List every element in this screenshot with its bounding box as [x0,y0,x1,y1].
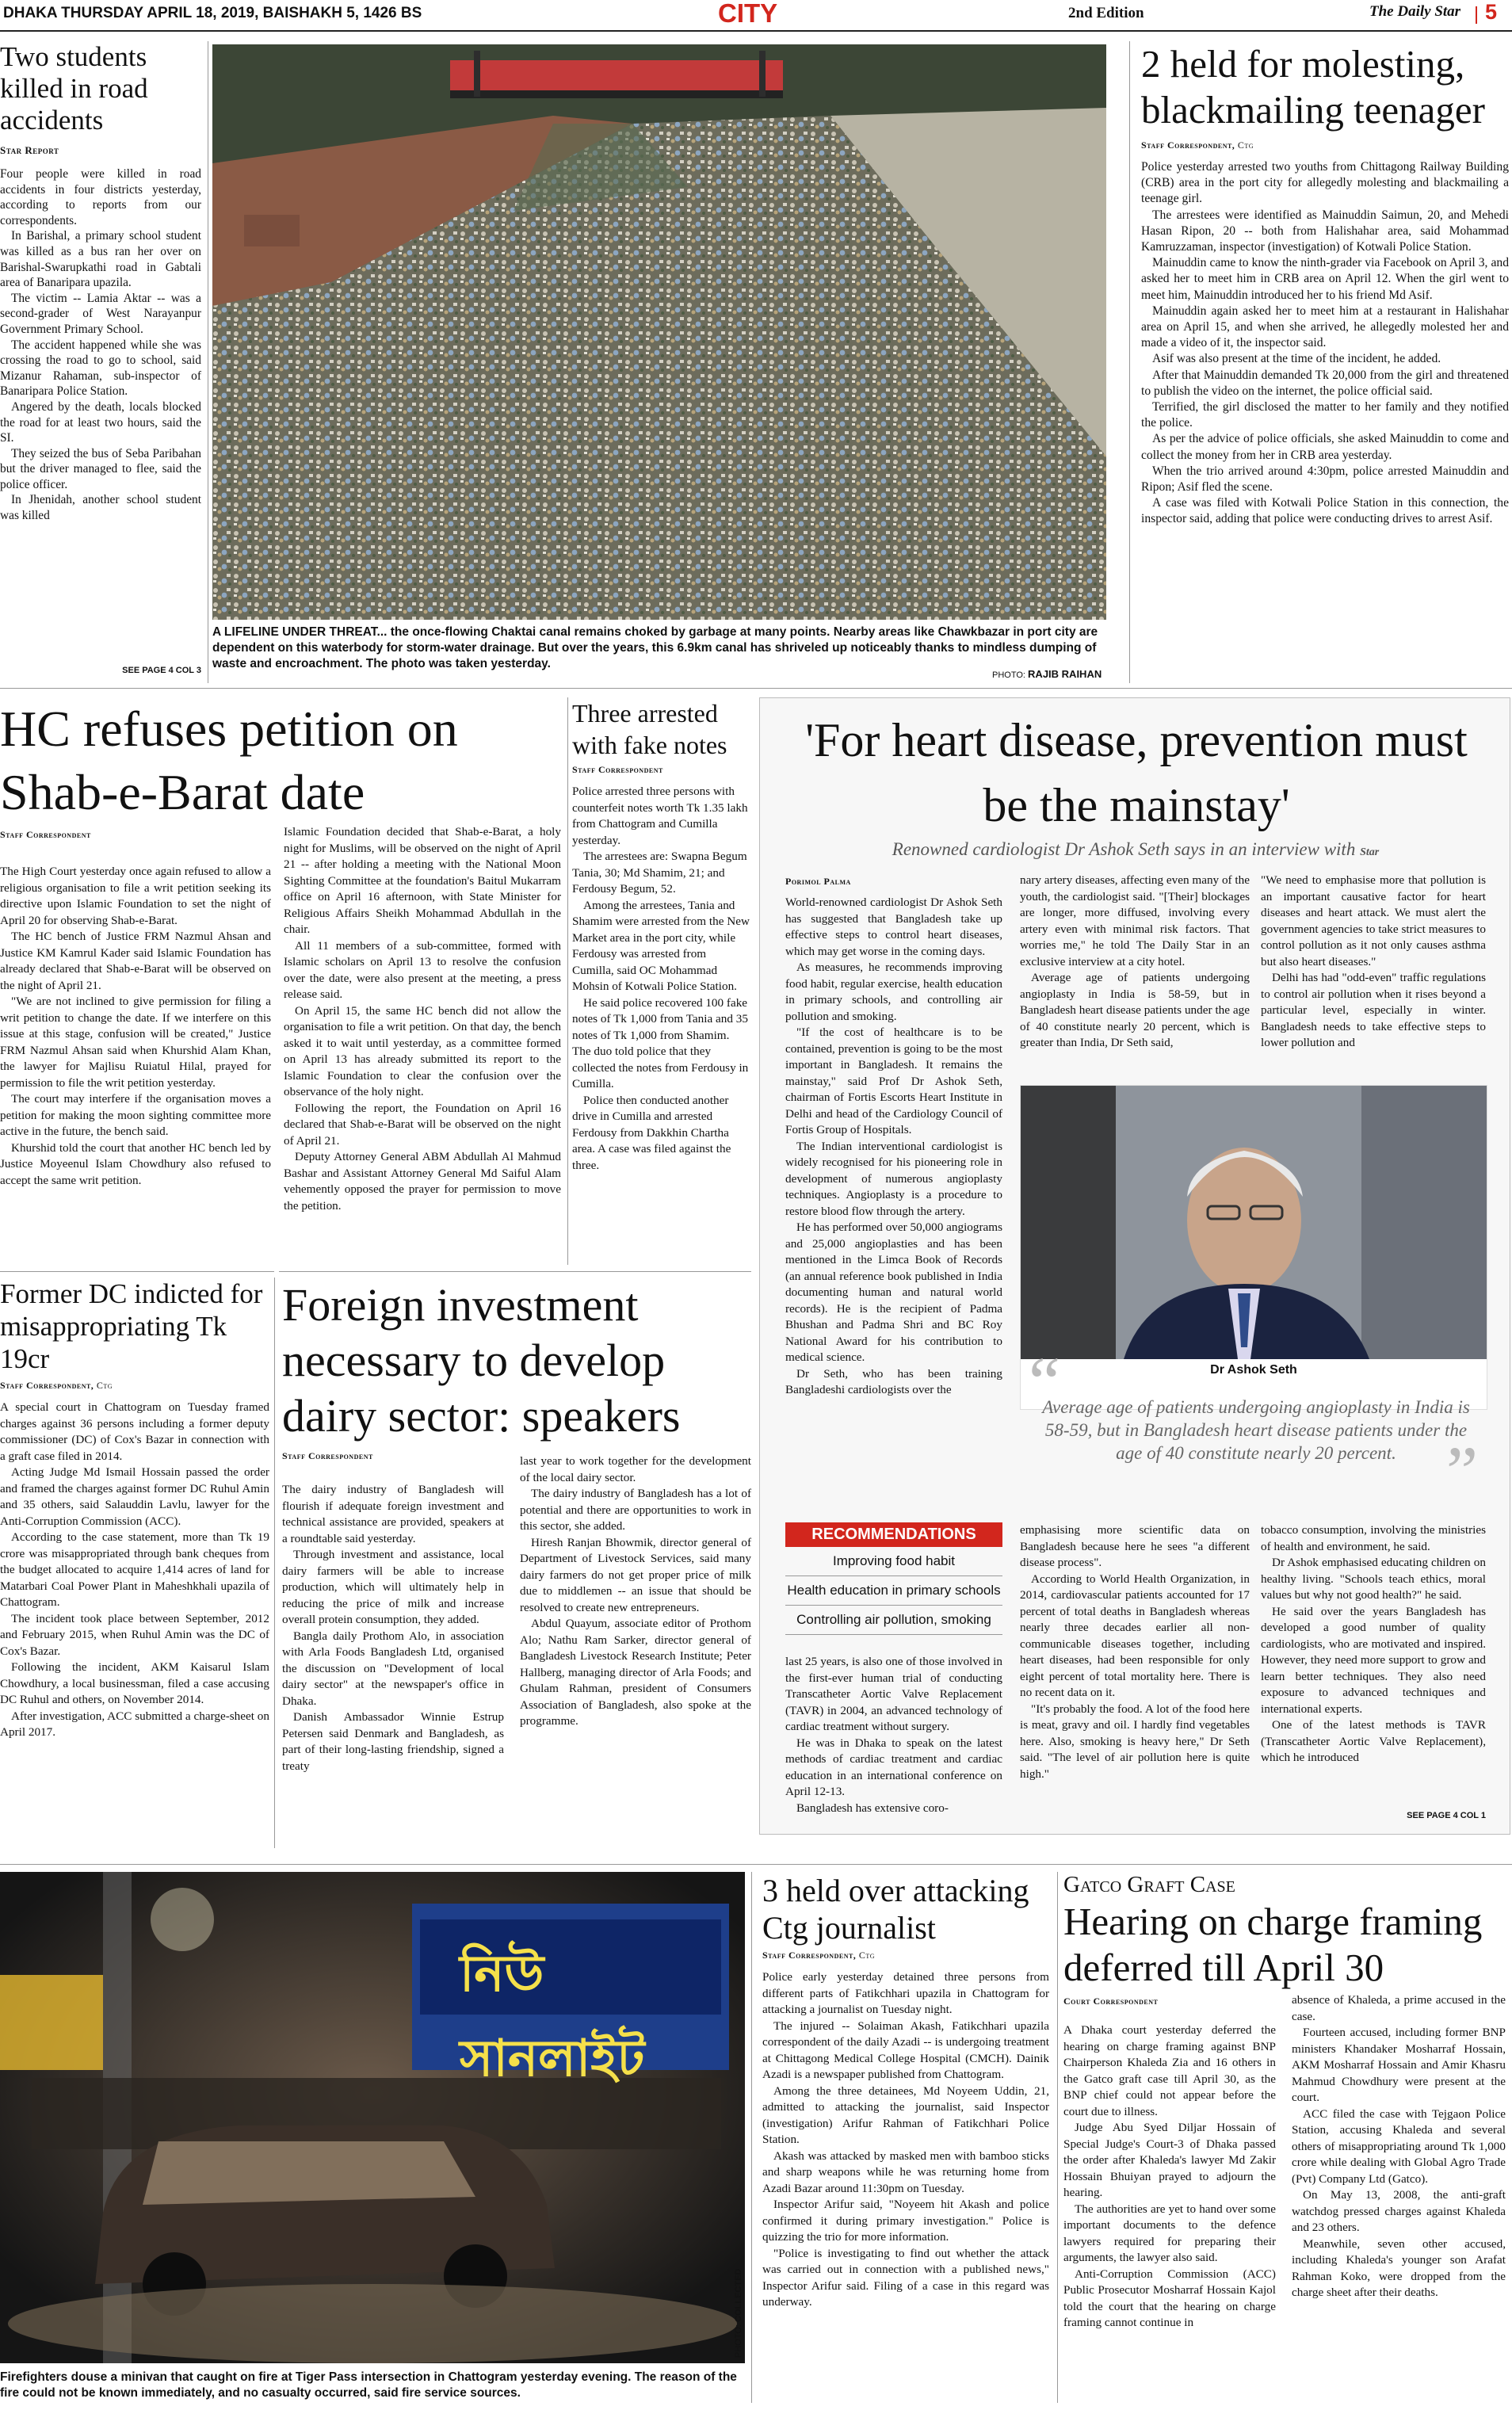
paragraph: He has performed over 50,000 angiograms and 25,000 angioplasties and has been mentioned in the Limca Book of Records (an annual reference book published in India documenting human and natural world records). He is the recipient of Padma Bhushan and Padma Shri and BC Roy National Award for his contribution to medical science. [785,1220,1002,1364]
byline-place: Ctg [858,1950,875,1961]
paragraph: In Jhenidah, another school student was killed [0,493,201,523]
paragraph: Fourteen accused, including former BNP ministers Khandaker Mosharraf Hossain, AKM Mosharraf Hossain and Amir Khasru Mahmud Chowdhury were present at the court. [1292,2026,1506,2104]
dateline: DHAKA THURSDAY APRIL 18, 2019, BAISHAKH 5, 1426 BS [3,5,422,21]
shop-sign-bangla: নিউ সানলাইট [460,1945,645,2088]
paragraph: ACC filed the case with Tejgaon Police Station, accusing Khaleda and several others of misappropriating around Tk 1,000 crore while dealing with Global Agro Trade (Pvt) Company Ltd (Gatco). [1292,2106,1506,2186]
recommendations-list [785,1547,1002,1635]
paragraph: Mainuddin again asked her to meet him at a restaurant in Halishahar area on April 15, and when she arrived, he allegedly molested her and made a video of it, the inspector said. [1141,304,1509,350]
paragraph: They seized the bus of Seba Paribahan but the driver managed to flee, said the police officer. [0,446,201,491]
paragraph: "If the cost of healthcare is to be contained, prevention is going to be the most important in Bangladesh. It remains the mainstay," said Prof Dr Ashok Seth, chairman of Fortis Escorts Heart Institute in Delhi and head of the Cardiology Council of Fortis Group of Hospitals. [785,1025,1002,1136]
paragraph: He said over the years Bangladesh has developed a good number of quality cardiologists, who are motivated and inspired. However, they need more support to grow and learn better techniques. They also need exposure to advanced techniques and international experts. [1261,1604,1486,1716]
paragraph: Khurshid told the court that another HC bench led by Justice Moyeenul Islam Chowdhury also refused to accept the same writ petition. [0,1140,271,1187]
recommendation-item: Health education in primary schools [785,1576,1002,1606]
paragraph: The arrestees were identified as Mainuddin Saimun, 20, and Mehedi Hasan Ripon, 20 -- both from Halishahar area, said Mohammad Kamruzzaman, inspector (investigation) of Kotwali Police Station. [1141,208,1509,254]
paragraph: Abdul Quayum, associate editor of Prothom Alo; Nathu Ram Sarker, director general of Bangladesh Livestock Research Institute; Peter Hallberg, managing director of Arla Foods; and Ghulam Rahman, president of Consumers Association of Bangladesh, also spoke at the programme. [520,1617,751,1728]
paragraph: Bangla daily Prothom Alo, in association with Arla Foods Bangladesh Ltd, organised the discussion on "Development of local dairy sector" at the newspaper's office in Dhaka. [282,1629,504,1708]
headline: Three arrested with fake notes [572,699,727,759]
paragraph: The arrestees are: Swapna Begum Tania, 30; Md Shamim, 21; and Ferdousy Begum, 52. [572,850,747,896]
paragraph: In Barishal, a primary school student was killed as a bus ran her over on Barishal-Swarupkathi road in Gabtali area of Banaripara upazila. [0,229,201,290]
article-shab-e-barat [0,697,561,1213]
paragraph: The incident took place between September, 2012 and February 2015, when Ruhul Amin was the DC of Cox's Bazar. [0,1611,269,1658]
subheadline-text: Renowned cardiologist Dr Ashok Seth says in an interview with [892,839,1356,859]
paragraph: Following the report, the Foundation on April 16 declared that Shab-e-Barat will be observed on the night of April 21. [284,1101,561,1148]
byline: Staff Correspondent [0,829,91,840]
canal-garbage-photo [212,44,1106,620]
recommendations-title: RECOMMENDATIONS [785,1522,1002,1547]
article-body [1141,159,1509,528]
paragraph: World-renowned cardiologist Dr Ashok Seth has suggested that Bangladesh take up effective steps to control heart diseases, which may get worse in the coming days. [785,896,1002,958]
paragraph: Hiresh Ranjan Bhowmik, director general of Department of Livestock Services, said many dairy farmers do not get proper price of milk due to middlemen -- an issue that should be resolved to create new entrepreneurs. [520,1535,751,1614]
photo-credit [992,668,1102,680]
paragraph: When the trio arrived around 4:30pm, police arrested Mainuddin and Ripon; Asif fled the scene. [1141,464,1509,495]
row-rule [0,1271,274,1272]
paragraph: Inspector Arifur said, "Noyeem hit Akash and police confirmed it during primary investigation." Police is quizzing the trio for more information. [762,2198,1049,2244]
star-logo: Star [1360,846,1380,858]
photo-credit [734,2269,743,2358]
open-quote-icon: “ [1029,1343,1060,1422]
paragraph: "We are not inclined to give permission for filing a writ petition to change the date. If we interfere on this issue at this stage, confusion will be created," Justice FRM Nazmul Ahsan said when Khurshid Alam Khan, the lawyer for Majlisu Ruiatul Hilal, prayed for permission to file the writ petition yesterday. [0,995,271,1090]
page-header [0,0,1512,32]
paragraph: After investigation, ACC submitted a charge-sheet on April 2017. [0,1709,269,1739]
article-body [572,784,750,1174]
paragraph: "It's probably the food. A lot of the food here is meat, gravy and oil. I hardly find vegetables here. Also, smoking is heavy here," Dr Seth said. "The level of air pollution here is quite high." [1020,1702,1250,1781]
photo-caption: Firefighters douse a minivan that caught on fire at Tiger Pass intersection in Chattogram yesterday evening. The reason of the fire could not be known immediately, and no casualty occurred, said fire service sources. [0,2370,737,2400]
paragraph: All 11 members of a sub-committee, formed with Islamic scholars on April 13 to resolve the confusion over the date, were also present at the meeting, a press release said. [284,938,561,1001]
byline [1141,139,1509,151]
paragraph: Deputy Attorney General ABM Abdullah Al Mahmud Bashar and Assistant Attorney General Md Saiful Alam vehemently opposed the prayer for permission to move the petition. [284,1150,561,1213]
paragraph: As measures, he recommends improving food habit, regular exercise, health education in primary schools, and controlling air pollution and smoking. [785,961,1002,1023]
paragraph: The accident happened while she was crossing the road to go to school, said Mizanur Rahaman, sub-inspector of Banaripara Police Station. [0,338,201,399]
byline: Staff Correspondent [282,1450,373,1461]
paragraph: Police yesterday arrested two youths from Chittagong Railway Building (CRB) area in the port city for allegedly molesting and blackmailing a teenage girl. [1141,160,1509,206]
caption-lead: A LIFELINE UNDER THREAT... [212,625,388,639]
continued-jump[interactable]: SEE PAGE 4 COL 1 [1407,1811,1486,1820]
close-quote-icon: ” [1446,1433,1478,1511]
paragraph: Police early yesterday detained three persons from different parts of Fatikchhari upazila in Chattogram for attacking a journalist on Tuesday night. [762,1970,1049,2016]
article-body-col1 [0,864,271,1189]
paragraph: The victim -- Lamia Aktar -- was a second-grader of West Narayanpur Government Primary School. [0,291,201,336]
article-heart-disease [759,697,1510,1835]
photo-minivan-fire [0,1872,745,2363]
article-body [762,1969,1049,2311]
masthead-logo: The Daily Star [1369,3,1461,20]
headline: 2 held for molesting, blackmailing teenager [1141,42,1485,132]
paragraph: Akash was attacked by masked men with bamboo sticks and sharp weapons while he was returning home from Azadi Bazar around 11:30pm on Tuesday. [762,2148,1049,2195]
recommendation-item: Improving food habit [785,1547,1002,1576]
header-rule [0,30,1512,32]
portrait-photo [1020,1085,1487,1422]
headline: Former DC indicted for misappropriating Tk 19cr [0,1278,263,1374]
paragraph: Through investment and assistance, local dairy farmers will be able to increase production, which will ultimately help in reducing the price of milk and increase overall protein consumption, they added. [282,1548,504,1626]
article-body-col2 [1292,1992,1506,2301]
paragraph: Police arrested three persons with counterfeit notes worth Tk 1.35 lakh from Chattogram and Cumilla yesterday. [572,785,748,847]
photo-chaktai-canal [212,44,1106,620]
pull-quote-text: Average age of patients undergoing angioplasty in India is 58-59, but in Bangladesh heart disease patients under the age of 40 constitute nearly 20 percent. [1042,1397,1470,1463]
paragraph: Police then conducted another drive in Cumilla and arrested Ferdousy from Dakkhin Chartha area. A case was filed against the three. [572,1093,731,1172]
paragraph: On April 15, the same HC bench did not allow the organisation to file a writ petition. On that day, the bench asked it to wait until yesterday, as a committee formed on April 13 has already submitted its report to the Islamic Foundation to clear the confusion over the observance of the holy night. [284,1003,561,1098]
article-former-dc [0,1278,269,1741]
article-dairy [282,1278,751,1773]
paragraph: The court may interfere if the organisation moves a petition for making the moon sighting committee more active in the future, the bench said. [0,1092,271,1138]
byline: Court Correspondent [1063,1996,1159,2007]
byline-place: Ctg [96,1380,113,1391]
paragraph: A Dhaka court yesterday deferred the hearing on charge framing against BNP Chairperson Khaleda Zia and 16 others in the Gatco graft case till April 30, as the BNP chief could not appear before the court due to illness. [1063,2023,1276,2118]
photo-caption [212,624,1106,672]
column-rule [567,697,568,1265]
article-body [0,1400,269,1741]
paragraph: Dr Ashok emphasised educating children on healthy living. "Schools teach ethics, moral values but why not good health?" he said. [1261,1556,1486,1602]
paragraph: Bangladesh has extensive coro- [796,1801,949,1815]
byline: Star Report [0,144,59,156]
paragraph: Anti-Corruption Commission (ACC) Public Prosecutor Mosharraf Hossain Kajol told the court that the hearing on charge framing cannot continue in [1063,2267,1276,2329]
paragraph: Islamic Foundation decided that Shab-e-Barat, a holy night for Muslims, will be observed on the night of April 21 -- after holding a meeting with the National Moon Sighting Committee at the foundation's Baitul Mukarram office on April 16 afternoon, with State Minister for Religious Affairs Sheikh Mohammad Abdullah in the chair. [284,825,561,936]
paragraph: "We need to emphasise more that pollution is an important causative factor for heart diseases and heart attack. We must alert the government agencies to take strict measures to control pollution as it not only causes asthma but also heart diseases." [1261,873,1486,968]
row-rule [279,1271,751,1272]
byline: Staff Correspondent [572,764,663,775]
section-label: CITY [718,0,778,28]
ashok-seth-portrait [1021,1086,1487,1359]
paragraph: He said police recovered 100 fake notes of Tk 1,000 from Tania and 35 notes of Tk 1,000 from Shamim. The duo told police that they collected the notes from Ferdousy in Cumilla. [572,995,749,1090]
paragraph: According to the case statement, more than Tk 19 crore was misappropriated through bank cheques from the budget allocated to acquire 1,414 acres of land for Matarbari Coal Power Plant in Maheshkhali upazila of Chattogram. [0,1530,269,1609]
row-rule [0,1864,1512,1865]
paragraph: Terrified, the girl disclosed the matter to her family and they notified the police. [1141,400,1509,430]
headline: 'For heart disease, prevention must be the mainstay' [805,714,1468,831]
paragraph: The dairy industry of Bangladesh has a lot of potential and there are opportunities to work in this sector, she added. [520,1487,751,1533]
paragraph: A case was filed with Kotwali Police Station in this connection, the inspector said, adding that police were conducting drives to arrest Asif. [1141,496,1509,526]
kicker: Gatco Graft Case [1063,1872,1235,1897]
recommendations-box [785,1522,1002,1635]
paragraph: One of the latest methods is TAVR (Transcatheter Aortic Valve Replacement), which he introduced [1261,1718,1486,1764]
paragraph: The Indian interventional cardiologist is widely recognised for his pioneering role in development of numerous angioplasty techniques. Angioplasty is a procedure to restore blood flow through the artery. [785,1139,1002,1218]
paragraph: Among the three detainees, Md Noyeem Uddin, 21, admitted to attacking the journalist, said Inspector (investigation) Arifur Rahman of Fatikchhari Police Station. [762,2083,1049,2146]
paragraph: He was in Dhaka to speak on the latest methods of cardiac treatment and cardiac education in an international conference on April 12-13. [785,1736,1002,1798]
article-road-accidents [0,41,201,675]
byline-name: Staff Correspondent, [1141,139,1235,151]
article-body [0,166,201,664]
paragraph: Among the arrestees, Tania and Shamim were arrested from the New Market area in the port city, while Ferdousy was arrested from Cumilla, said OC Mohammad Mohsin of Kotwali Police Station. [572,898,750,993]
credit-name: RAJIB RAIHAN [1028,668,1102,680]
paragraph: Danish Ambassador Winnie Estrup Petersen said Denmark and Bangladesh, as part of their long-lasting friendship, signed a treaty [282,1710,504,1773]
article-ctg-journalist [762,1872,1049,2311]
paragraph: According to World Health Organization, in 2014, cardiovascular patients accounted for 17 percent of total deaths in Bangladesh whereas nearly three decades earlier all non-communicable diseases together, including heart diseases, had been responsible for only eight percent of total mortality here. There is no recent data on it. [1020,1572,1250,1699]
paragraph: Delhi has had "odd-even" traffic regulations to control air pollution when it rises beyond a particular level, especially in winter. Bangladesh needs to take effective steps to lower pollution and [1261,971,1486,1049]
article-body-col3-bottom [1261,1522,1486,1766]
paragraph: The dairy industry of Bangladesh will flourish if adequate foreign investment and technical assistance are provided, speakers at a roundtable said yesterday. [282,1483,504,1545]
paragraph: As per the advice of police officials, she asked Mainuddin to come and collect the money from her in CRB area yesterday. [1141,432,1509,462]
paragraph: Average age of patients undergoing angioplasty in India is 58-59, but in Bangladesh heart disease patients under the age of 40 constitute nearly 20 percent, which is greater than India, Dr Seth said, [1020,971,1250,1049]
paragraph: The HC bench of Justice FRM Nazmul Ahsan and Justice KM Kamrul Kader said Islamic Foundation has already declared that Shab-e-Barat will be observed on the night of April 21. [0,930,271,992]
paragraph: tobacco consumption, involving the ministries of health and environment, he said. [1261,1523,1486,1553]
article-gatco [1063,1872,1512,2329]
recommendation-item: Controlling air pollution, smoking [785,1606,1002,1635]
paragraph: nary artery diseases, affecting even many of the youth, the cardiologist said. "[Their] blockages are longer, more diffused, involving every artery even with minimal risk factors. That worries me," he told The Daily Star in an exclusive interview at a city hotel. [1020,873,1250,968]
headline: 3 held over attacking Ctg journalist [762,1873,1029,1946]
paragraph: Acting Judge Md Ismail Hossain passed the order and framed the charges against former DC Ruhul Amin and 35 others, said Salauddin Lavlu, lawyer for the Anti-Corruption Commission (ACC). [0,1465,269,1528]
paragraph: The authorities are yet to hand over some important documents to the defence lawyers required for preparing their arguments, the lawyer also said. [1063,2202,1276,2264]
byline [762,1950,1049,1961]
column-rule [1129,41,1130,683]
paragraph: After that Mainuddin demanded Tk 20,000 from the girl and threatened to publish the video on the internet, the police official said. [1141,368,1509,398]
article-body-col2 [520,1453,751,1730]
article-body-col1 [282,1482,504,1774]
column-rule [274,1278,275,1848]
paragraph: last 25 years, is also one of those involved in the first-ever human trial of conducting Transcatheter Aortic Valve Replacement (TAVR) in 2004, an advanced technology of cardiac treatment without surgery. [785,1655,1002,1733]
photo-caption: Dr Ashok Seth [1210,1363,1297,1377]
credit-label: PHOTO: [734,2324,743,2358]
page-number-divider [1476,6,1477,24]
page-number: 5 [1485,0,1498,24]
byline-name: Staff Correspondent, [0,1380,94,1391]
article-body-col2-bottom [1020,1522,1250,1782]
paragraph: absence of Khaleda, a prime accused in the case. [1292,1993,1506,2023]
paragraph: Four people were killed in road accidents in four districts yesterday, according to reports from our correspondents. [0,167,201,227]
pull-quote [1036,1396,1476,1465]
paragraph: Mainuddin came to know the ninth-grader via Facebook on April 3, and asked her to meet him in CRB area on April 12. When the girl went to meet him, Mainuddin introduced her to his friend Md Asif. [1141,256,1509,302]
paragraph: Judge Abu Syed Diljar Hossain of Special Judge's Court-3 of Dhaka passed the order after Khaleda's lawyer Md Zakir Hossain Bhuiyan prayed to adjourn the hearing. [1063,2121,1276,2199]
article-body-col1 [1063,2022,1276,2332]
caption-text: the once-flowing Chaktai canal remains choked by garbage at many points. Nearby areas like Chawkbazar in port city are dependent on this waterbody for storm-water drainage. But over the years, this 6.9km canal has shriveled up noticeably thanks to mindless dumping of waste and encroachment. The photo was taken yesterday. [212,625,1098,670]
headline: Two students killed in road accidents [0,41,148,136]
paragraph: Asif was also present at the time of the incident, he added. [1152,352,1441,366]
headline: HC refuses petition on Shab-e-Barat date [0,701,458,820]
article-body-col2 [284,824,561,1214]
paragraph: Dr Seth, who has been training Bangladeshi cardiologists over the [785,1366,1002,1396]
article-body-col1-bottom [785,1654,1002,1816]
row-rule [0,688,1512,689]
headline: Foreign investment necessary to develop dairy sector: speakers [282,1279,681,1442]
article-body-col2-top [1020,873,1250,1052]
article-molesting [1141,41,1509,528]
byline-name: Staff Correspondent, [762,1950,857,1961]
headline: Hearing on charge framing deferred till April 30 [1063,1900,1483,1989]
article-fake-notes [572,697,750,1174]
credit-name: COLLECTED [734,2268,743,2322]
paragraph: On May 13, 2008, the anti-graft watchdog pressed charges against Khaleda and 23 others. [1292,2188,1506,2234]
paragraph: Meanwhile, seven other accused, including Khaleda's younger son Arafat Rahman Koko, were dropped from the charge sheet after their deaths. [1292,2236,1506,2299]
subheadline [760,839,1511,860]
edition-label: 2nd Edition [1068,5,1144,21]
continued-jump[interactable]: SEE PAGE 4 COL 3 [122,666,201,675]
column-rule [751,1872,752,2403]
article-body-col3-top [1261,873,1486,1052]
paragraph: emphasising more scientific data on Bangladesh because here he sees "a different disease process". [1020,1523,1250,1569]
paragraph: The High Court yesterday once again refused to allow a religious organisation to file a writ petition seeking its directive upon Islamic Foundation to set the night of April 20 for observing Shab-e-Barat. [0,865,271,927]
paragraph: The injured -- Solaiman Akash, Fatikchhari upazila correspondent of the daily Azadi -- is undergoing treatment at Chittagong Medical College Hospital (CMCH). Dainik Azadi is a newspaper published from Chattogram. [762,2019,1049,2081]
paragraph: "Police is investigating to find out whether the attack was carried out in connection with a published news," Inspector Arifur said. Filing of a case in this regard was underway. [762,2246,1049,2309]
paragraph: A special court in Chattogram on Tuesday framed charges against 36 persons including a former deputy commissioner (DC) of Cox's Bazar in connection with a graft case filed in 2014. [0,1400,269,1463]
paragraph: Following the incident, AKM Kaisarul Islam Chowdhury, a local businessman, filed a case accusing DC Ruhul and others, on November 2014. [0,1660,269,1706]
byline [0,1380,269,1392]
paragraph: last year to work together for the development of the local dairy sector. [520,1454,751,1484]
byline: Porimol Palma [785,876,851,887]
article-body-col1 [785,895,1002,1399]
byline-place: Ctg [1237,139,1254,151]
paragraph: Angered by the death, locals blocked the road for at least two hours, said the SI. [0,399,201,445]
column-rule [1057,1872,1058,2403]
credit-label: PHOTO: [992,670,1025,680]
